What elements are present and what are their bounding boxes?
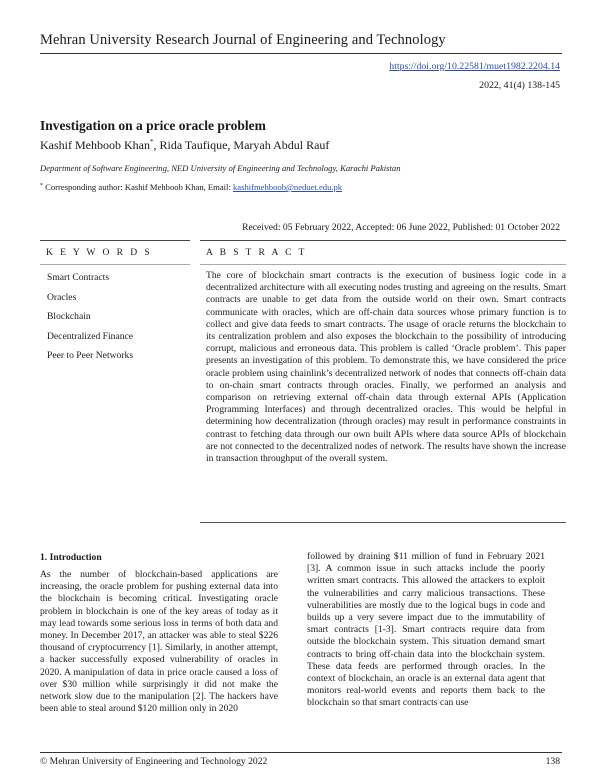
author-email-link[interactable]: kashifmehboob@neduet.edu.pk (233, 182, 343, 192)
page-number: 138 (545, 756, 560, 767)
corresponding-author (40, 182, 342, 192)
keyword-item: Decentralized Finance (47, 330, 134, 342)
keyword-item: Blockchain (47, 311, 91, 323)
keywords-heading: K E Y W O R D S (46, 247, 153, 258)
abstract-text: The core of blockchain smart contracts is the execution of business logic code in a decentralized architecture with all executing nodes trusting and agreeing on the results. Smart contracts are unable to get data from the outside world on their own. Smart contracts communicate with oracles, which are off-chain data sources whose primary function is to collect and give data feeds to smart contracts. The usage of oracle returns the blockchain to its centralization problem and also exposes the blockchain to the possibility of introducing corrupt, malicious and erroneous data. This problem is called ‘Oracle problem’. This paper presents an investigation of this problem. To demonstrate this, we have considered the price oracle problem using chainlink’s decentralized network of nodes that connects off-chain data to on-chain smart contracts through oracles. Finally, we performed an analysis and comparison on retrieving external off-chain data through external APIs (Application Programming Interfaces) and through decentralized oracles. This would be helpful in determining how decentralization (through oracles) may result in performance constraints in contrast to fetching data through our own built APIs where data source APIs of blockchain are not connected to the decentralized nodes of network. The results have shown the increase in transaction throughput of the overall system. (206, 270, 566, 465)
corresponding-footnote-mark: * (40, 183, 43, 189)
doi-link[interactable]: https://doi.org/10.22581/muet1982.2204.14 (389, 61, 560, 72)
keyword-item: Oracles (47, 291, 77, 303)
abstract-top-rule (200, 240, 566, 241)
intro-column-right: followed by draining $11 million of fund in February 2021 [3]. A common issue in such attacks include the poorly written smart contracts. This allowed the attackers to exploit the vulnerabilities and carry malicious transactions. These vulnerabilities are mostly due to the logical bugs in code and builds up a very severe impact due to the immutability of smart contracts [1-3]. Smart contracts require data from outside the blockchain system. This situation demand smart contracts to bring off-chain data into the blockchain system. These data feeds are performed through oracles. In the context of blockchain, an oracle is an external data agent that monitors real-world events and reports them back to the blockchain so that smart contracts can use (307, 551, 545, 709)
intro-column-left: As the number of blockchain-based applications are increasing, the oracle problem for pushing external data into the blockchain is becoming critical. Investigating oracle problem in blockchain is one of the key areas of today as it may lead towards some serious loss in terms of both data and money. In December 2017, an attacker was able to steal $226 thousand of cryptocurrency [1]. Similarly, in another attempt, a hacker successfully exposed vulnerability of oracles in 2020. A manipulation of data in price oracle caused a loss of over $30 million while surprisingly it did not make the network slow due to the manipulation [2]. The hackers have been able to steal around $120 million only in 2020 (40, 569, 278, 715)
keywords-header-rule (40, 264, 190, 265)
first-author: Kashif Mehboob Khan (40, 138, 150, 152)
abstract-header-rule (200, 264, 566, 265)
copyright-footer: © Mehran University of Engineering and Technology 2022 (40, 756, 268, 767)
corresponding-text: Corresponding author: Kashif Mehboob Khan, Email: (43, 182, 233, 192)
affiliation: Department of Software Engineering, NED University of Engineering and Technology, Karachi Pakistan (40, 163, 401, 173)
keyword-item: Smart Contracts (47, 272, 110, 283)
keywords-top-rule (40, 240, 190, 241)
authors-line (40, 138, 329, 153)
section-heading-introduction: 1. Introduction (40, 552, 102, 563)
journal-name: Mehran University Research Journal of Engineering and Technology (40, 32, 446, 48)
abstract-bottom-rule (200, 522, 566, 523)
abstract-heading: A B S T R A C T (206, 247, 307, 258)
publication-dates: Received: 05 February 2022, Accepted: 06 June 2022, Published: 01 October 2022 (242, 222, 560, 233)
footer-divider (40, 752, 562, 753)
corresponding-mark: * (149, 138, 154, 146)
keywords-list (47, 272, 133, 370)
other-authors: , Rida Taufique, Maryah Abdul Rauf (153, 138, 330, 152)
header-divider (40, 53, 562, 54)
paper-title: Investigation on a price oracle problem (40, 118, 266, 133)
citation-info: 2022, 41(4) 138-145 (479, 80, 560, 91)
keyword-item: Peer to Peer Networks (47, 350, 134, 362)
